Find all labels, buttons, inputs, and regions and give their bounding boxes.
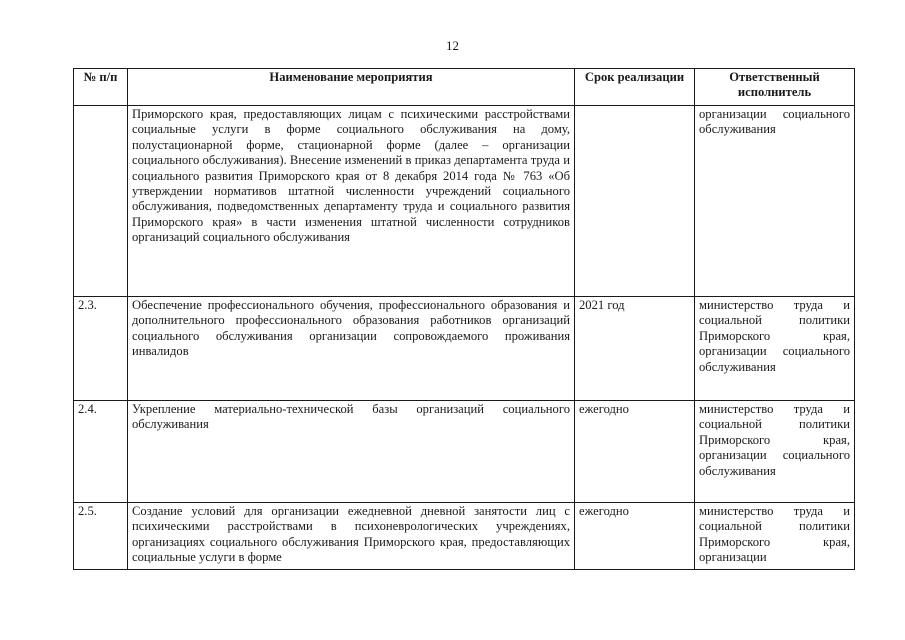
header-term: Срок реализации	[575, 69, 695, 106]
table-row	[74, 297, 855, 401]
header-executor: Ответственный исполнитель	[695, 69, 855, 106]
table-row	[74, 401, 855, 503]
row-number: 2.4.	[74, 401, 128, 503]
row-term: ежегодно	[575, 503, 695, 570]
row-executor: министерство труда и социальной политики Приморского края, организации социального обслуживания	[695, 401, 855, 503]
row-number: 2.3.	[74, 297, 128, 401]
row-executor: организации социального обслуживания	[695, 106, 855, 297]
page-number: 12	[446, 38, 459, 53]
row-executor: министерство труда и социальной политики Приморского края, организации	[695, 503, 855, 570]
row-number: 2.5.	[74, 503, 128, 570]
row-term: 2021 год	[575, 297, 695, 401]
row-executor: министерство труда и социальной политики Приморского края, организации социального обслуживания	[695, 297, 855, 401]
header-number: № п/п	[74, 69, 128, 106]
row-activity: Приморского края, предоставляющих лицам с психическими расстройствами социальные услуги в форме социального обслуживания на дому, полустационарной форме, стационарной форме (далее – организации социального обслуживания). Внесение изменений в приказ департамента труда и социального развития Приморского края от 8 декабря 2014 года № 763 «Об утверждении нормативов штатной численности учреждений социального обслуживания, подведомственных департаменту труда и социального развития Приморского края» в части изменения штатной численности сотрудников организаций социального обслуживания	[128, 106, 575, 297]
activities-table	[73, 68, 855, 570]
table-row	[74, 106, 855, 297]
table-row	[74, 503, 855, 570]
row-activity: Создание условий для организации ежедневной дневной занятости лиц с психическими расстройствами в психоневрологических учреждениях, организациях социального обслуживания Приморского края, предоставляющих социальные услуги в форме	[128, 503, 575, 570]
row-term: ежегодно	[575, 401, 695, 503]
table-header-row	[74, 69, 855, 106]
row-number	[74, 106, 128, 297]
header-activity-name: Наименование мероприятия	[128, 69, 575, 106]
row-term	[575, 106, 695, 297]
row-activity: Обеспечение профессионального обучения, профессионального образования и дополнительного профессионального образования работников организаций социального обслуживания организации сопровождаемого проживания инвалидов	[128, 297, 575, 401]
row-activity: Укрепление материально-технической базы организаций социального обслуживания	[128, 401, 575, 503]
